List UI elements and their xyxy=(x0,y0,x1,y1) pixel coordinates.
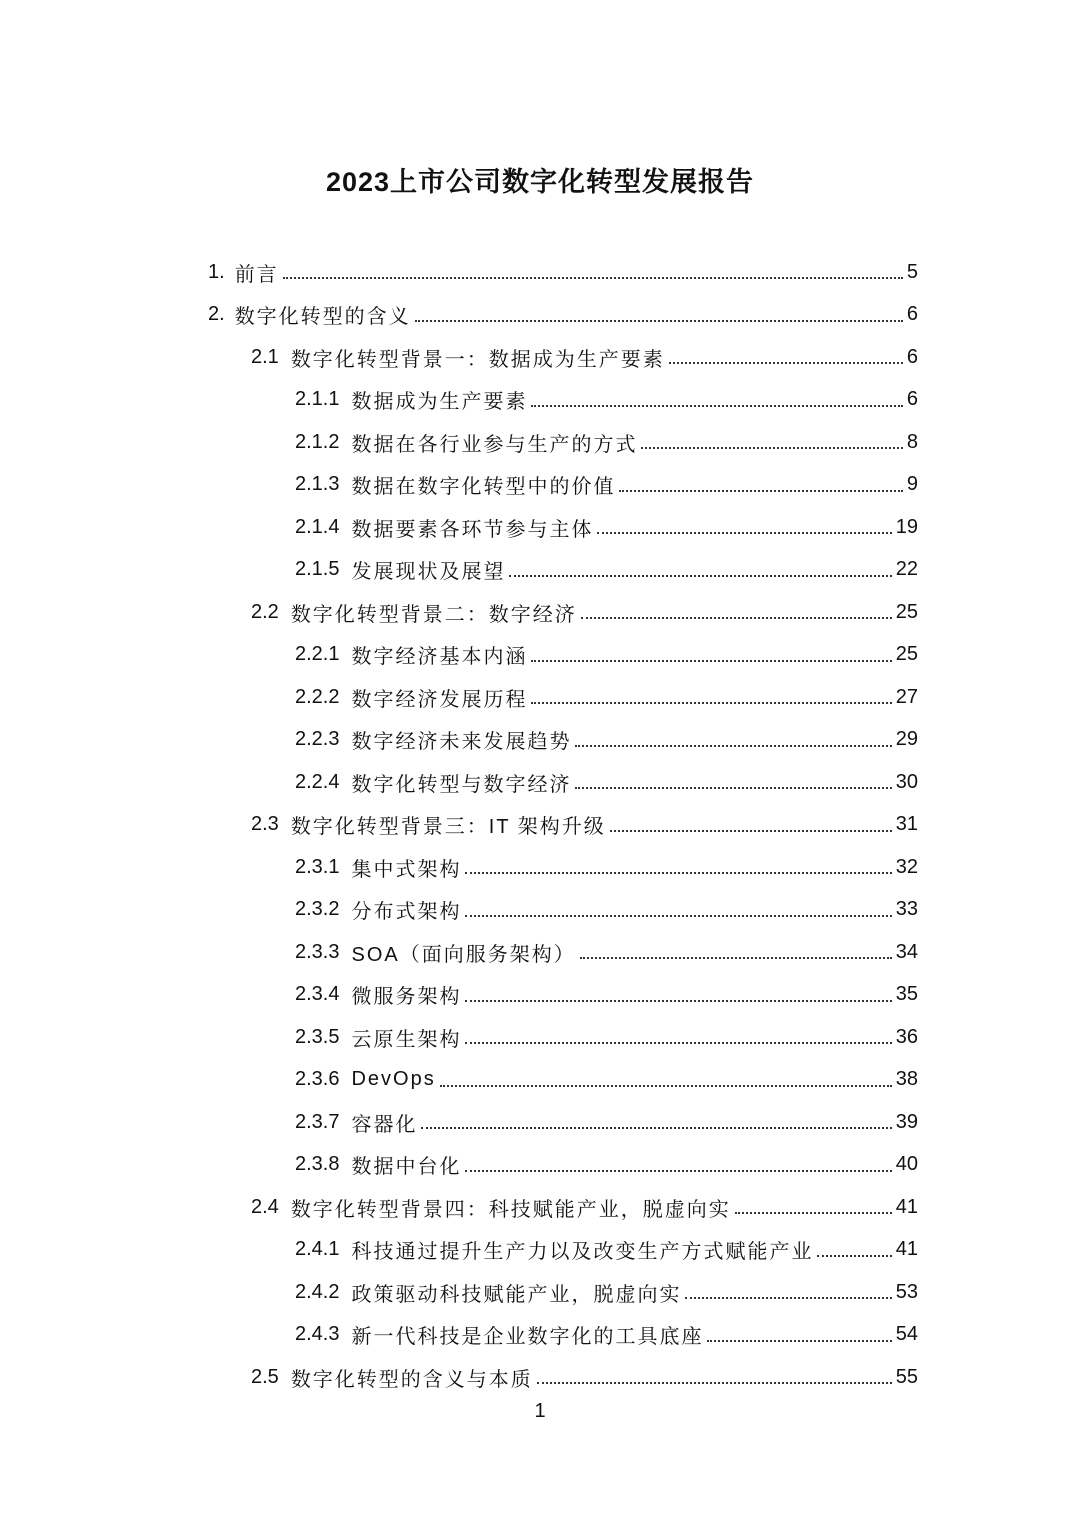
dot-leader xyxy=(669,362,903,364)
toc-entry-number: 2.3.4 xyxy=(295,983,340,1005)
toc-entry[interactable] xyxy=(295,1016,918,1058)
toc-entry-page: 33 xyxy=(895,898,918,920)
toc-entry-number: 2.2.2 xyxy=(295,685,340,708)
toc-entry-page: 9 xyxy=(906,473,918,495)
toc-entry-title: 数据成为生产要素 xyxy=(351,391,528,413)
toc-entry-page: 27 xyxy=(895,685,918,708)
dot-leader xyxy=(580,957,892,959)
dot-leader xyxy=(283,277,903,279)
toc-entry-page: 25 xyxy=(895,643,918,665)
toc-entry[interactable] xyxy=(295,931,918,973)
toc-entry-number: 2.3.8 xyxy=(295,1153,340,1175)
toc-entry-number: 2.4.1 xyxy=(295,1238,340,1260)
toc-entry-page: 31 xyxy=(895,813,918,835)
toc-entry[interactable] xyxy=(295,1101,918,1143)
toc-entry[interactable] xyxy=(251,591,918,633)
toc-entry-title: 新一代科技是企业数字化的工具底座 xyxy=(351,1326,704,1348)
toc-entry[interactable] xyxy=(295,1059,918,1101)
toc-entry-page: 41 xyxy=(895,1238,918,1260)
toc-entry-number: 2.3.7 xyxy=(295,1110,340,1133)
toc-entry-number: 2.2.4 xyxy=(295,770,340,793)
toc-entry-number: 2.3.5 xyxy=(295,1025,340,1048)
toc-entry-number: 2.3.6 xyxy=(295,1068,340,1090)
toc-entry-page: 5 xyxy=(906,260,918,283)
toc-entry[interactable] xyxy=(251,1186,918,1228)
dot-leader xyxy=(531,405,902,407)
toc-entry-title: 科技通过提升生产力以及改变生产方式赋能产业 xyxy=(351,1241,814,1263)
toc-entry[interactable] xyxy=(295,1314,918,1356)
toc-entry-number: 2.1.4 xyxy=(295,515,340,538)
toc-entry-number: 2.5 xyxy=(251,1365,279,1388)
toc-entry-page: 38 xyxy=(895,1068,918,1090)
toc-entry[interactable] xyxy=(295,379,918,421)
toc-entry-number: 2.2 xyxy=(251,600,279,623)
toc-entry-page: 53 xyxy=(895,1280,918,1303)
toc-entry[interactable] xyxy=(295,974,918,1016)
toc-entry[interactable] xyxy=(251,804,918,846)
toc-entry[interactable] xyxy=(295,846,918,888)
toc-entry-title: 分布式架构 xyxy=(351,901,462,923)
toc-entry-title: 数字化转型的含义与本质 xyxy=(290,1368,533,1391)
toc-entry-number: 2.3.3 xyxy=(295,940,340,963)
toc-entry-number: 2. xyxy=(208,303,225,325)
toc-entry-title: 数字化转型背景一：数据成为生产要素 xyxy=(290,348,665,371)
toc-entry-page: 6 xyxy=(906,303,918,325)
toc-entry[interactable] xyxy=(295,506,918,548)
toc-entry-page: 29 xyxy=(895,728,918,750)
toc-entry-title: 微服务架构 xyxy=(351,986,462,1008)
toc-entry-number: 2.2.1 xyxy=(295,643,340,665)
toc-entry-number: 1. xyxy=(208,260,225,283)
toc-entry-number: 2.3.1 xyxy=(295,855,340,878)
toc-entry-number: 2.3.2 xyxy=(295,898,340,920)
toc-entry[interactable] xyxy=(295,634,918,676)
toc-entry-page: 32 xyxy=(895,855,918,878)
toc-entry-title: 前言 xyxy=(234,263,279,286)
dot-leader xyxy=(735,1212,892,1214)
page-number: 1 xyxy=(534,1400,546,1422)
toc-entry-title: 容器化 xyxy=(351,1113,418,1136)
toc-entry-number: 2.1.1 xyxy=(295,388,340,410)
toc-entry-title: DevOps xyxy=(351,1068,436,1090)
toc-entry[interactable] xyxy=(295,549,918,591)
toc-entry-number: 2.4.2 xyxy=(295,1280,340,1303)
dot-leader xyxy=(465,872,891,874)
dot-leader xyxy=(707,1340,891,1342)
toc-entry-page: 35 xyxy=(895,983,918,1005)
toc-entry-title: 数字化转型的含义 xyxy=(234,306,411,328)
toc-entry-number: 2.1.5 xyxy=(295,558,340,580)
toc-entry[interactable] xyxy=(295,676,918,718)
dot-leader xyxy=(509,575,891,577)
toc-entry-title: 数字化转型背景四：科技赋能产业，脱虚向实 xyxy=(290,1198,731,1221)
dot-leader xyxy=(465,1170,891,1172)
toc-entry-page: 39 xyxy=(895,1110,918,1133)
dot-leader xyxy=(581,617,892,619)
dot-leader xyxy=(421,1127,891,1129)
toc-entry[interactable] xyxy=(208,251,918,293)
dot-leader xyxy=(619,490,902,492)
dot-leader xyxy=(610,830,892,832)
document-title: 2023上市公司数字化转型发展报告 xyxy=(325,167,755,197)
toc-entry-title: 数字化转型背景二：数字经济 xyxy=(290,603,577,626)
toc-entry-title: 数字化转型与数字经济 xyxy=(351,773,572,796)
toc-entry-number: 2.1.2 xyxy=(295,430,340,453)
toc-entry-title: 数字化转型背景三：IT 架构升级 xyxy=(290,816,606,838)
dot-leader xyxy=(415,320,903,322)
toc-entry-page: 30 xyxy=(895,770,918,793)
toc-entry-page: 22 xyxy=(895,558,918,580)
dot-leader xyxy=(537,1382,892,1384)
toc-entry-page: 25 xyxy=(895,600,918,623)
dot-leader xyxy=(575,787,891,789)
toc-entry-title: 集中式架构 xyxy=(351,858,462,881)
toc-entry-title: 数字经济发展历程 xyxy=(351,688,528,711)
dot-leader xyxy=(597,532,891,534)
toc-entry[interactable] xyxy=(208,294,918,336)
dot-leader xyxy=(641,447,902,449)
toc-entry-page: 34 xyxy=(895,940,918,963)
toc-entry[interactable] xyxy=(295,464,918,506)
toc-entry[interactable] xyxy=(295,889,918,931)
dot-leader xyxy=(531,660,891,662)
dot-leader xyxy=(465,1042,891,1044)
toc-entry[interactable] xyxy=(295,1229,918,1271)
toc-entry-number: 2.2.3 xyxy=(295,728,340,750)
toc-entry[interactable] xyxy=(295,421,918,463)
toc-entry-number: 2.4.3 xyxy=(295,1323,340,1345)
toc-entry-title: 云原生架构 xyxy=(351,1028,462,1051)
toc-entry-page: 6 xyxy=(906,388,918,410)
toc-entry-page: 36 xyxy=(895,1025,918,1048)
dot-leader xyxy=(817,1255,891,1257)
toc-entry[interactable] xyxy=(295,1271,918,1313)
toc-entry-page: 41 xyxy=(895,1195,918,1218)
dot-leader xyxy=(440,1085,892,1087)
toc-entry-page: 8 xyxy=(906,430,918,453)
toc-entry-title: 政策驱动科技赋能产业，脱虚向实 xyxy=(351,1283,682,1306)
toc-entry[interactable] xyxy=(251,336,918,378)
toc-entry-title: 数据在各行业参与生产的方式 xyxy=(351,433,638,456)
toc-entry-page: 55 xyxy=(895,1365,918,1388)
toc-entry-title: 数据中台化 xyxy=(351,1156,462,1178)
toc-entry-number: 2.1.3 xyxy=(295,473,340,495)
toc-entry[interactable] xyxy=(295,719,918,761)
dot-leader xyxy=(465,915,891,917)
toc-entry[interactable] xyxy=(295,1144,918,1186)
dot-leader xyxy=(465,1000,891,1002)
toc-entry[interactable] xyxy=(251,1356,918,1398)
toc-entry-title: 数字经济基本内涵 xyxy=(351,646,528,668)
toc-entry-number: 2.1 xyxy=(251,345,279,368)
toc-entry-number: 2.4 xyxy=(251,1195,279,1218)
toc-entry-title: 数据在数字化转型中的价值 xyxy=(351,476,616,498)
toc-entry[interactable] xyxy=(295,761,918,803)
toc-entry-title: 数字经济未来发展趋势 xyxy=(351,731,572,753)
toc-entry-page: 54 xyxy=(895,1323,918,1345)
toc-entry-page: 6 xyxy=(906,345,918,368)
toc-entry-page: 40 xyxy=(895,1153,918,1175)
dot-leader xyxy=(531,702,891,704)
dot-leader xyxy=(575,745,891,747)
toc-entry-title: 发展现状及展望 xyxy=(351,561,506,583)
dot-leader xyxy=(685,1297,891,1299)
toc-entry-page: 19 xyxy=(895,515,918,538)
toc-entry-title: 数据要素各环节参与主体 xyxy=(351,518,594,541)
toc-entry-title: SOA（面向服务架构） xyxy=(351,943,576,966)
toc-entry-number: 2.3 xyxy=(251,813,279,835)
